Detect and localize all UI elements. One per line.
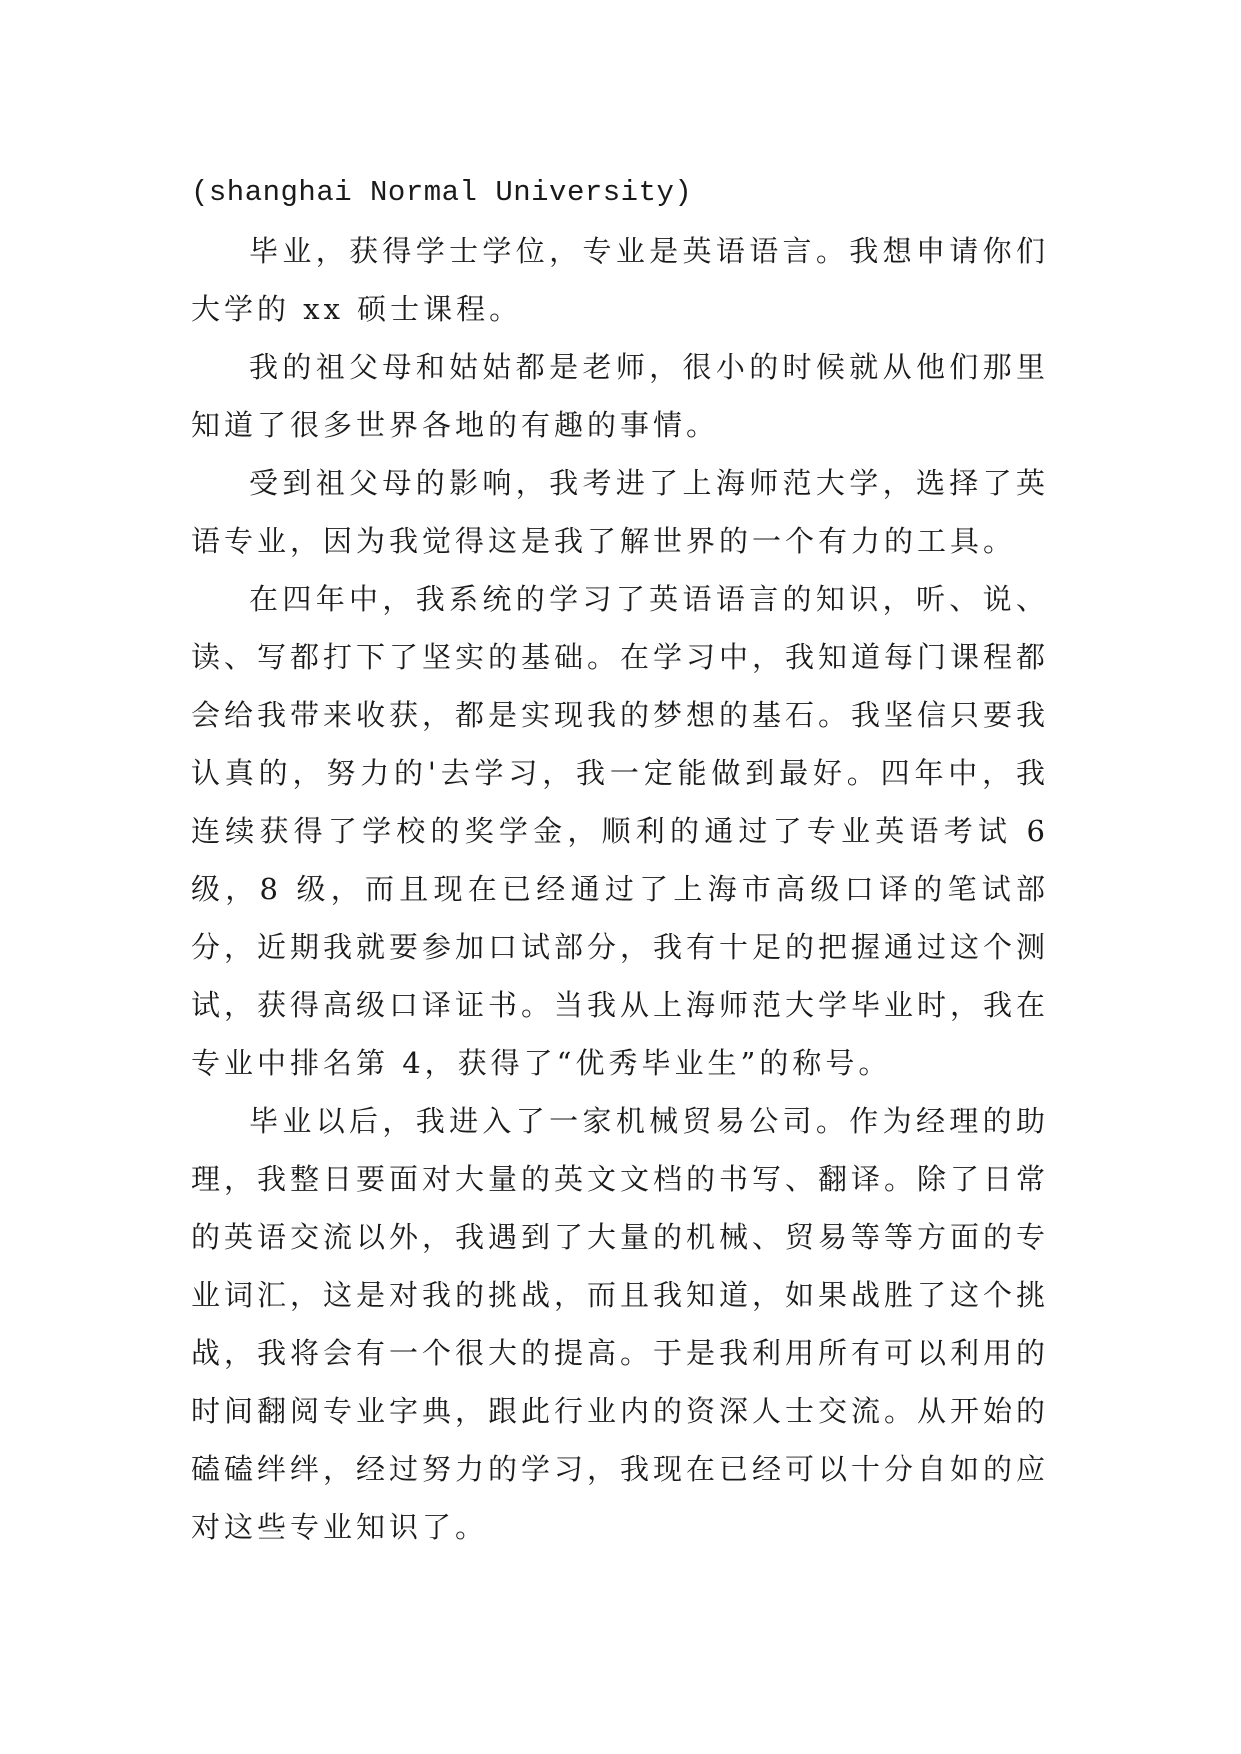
document-body (191, 164, 1049, 1556)
paragraph-study-achievements: 在四年中，我系统的学习了英语语言的知识，听、说、读、写都打下了坚实的基础。在学习中，我知道每门课程都会给我带来收获，都是实现我的梦想的基石。我坚信只要我认真的，努力的'去学习，我一定能做到最好。四年中，我连续获得了学校的奖学金，顺利的通过了专业英语考试 6 级，8 级，而且现在已经通过了上海市高级口译的笔试部分，近期我就要参加口试部分，我有十足的把握通过这个测试，获得高级口译证书。当我从上海师范大学毕业时，我在专业中排名第 4，获得了“优秀毕业生”的称号。 (191, 582, 1050, 1080)
paragraph-work-experience: 毕业以后，我进入了一家机械贸易公司。作为经理的助理，我整日要面对大量的英文文档的书写、翻译。除了日常的英语交流以外，我遇到了大量的机械、贸易等等方面的专业词汇，这是对我的挑战，而且我知道，如果战胜了这个挑战，我将会有一个很大的提高。于是我利用所有可以利用的时间翻阅专业字典，跟此行业内的资深人士交流。从开始的磕磕绊绊，经过努力的学习，我现在已经可以十分自如的应对这些专业知识了。 (191, 1104, 1050, 1544)
paragraph-family: 我的祖父母和姑姑都是老师，很小的时候就从他们那里知道了很多世界各地的有趣的事情。 (191, 350, 1049, 442)
paragraph-graduation: 毕业，获得学士学位，专业是英语语言。我想申请你们大学的 xx 硕士课程。 (191, 234, 1049, 326)
paragraph-major-choice: 受到祖父母的影响，我考进了上海师范大学，选择了英语专业，因为我觉得这是我了解世界的一个有力的工具。 (191, 466, 1049, 558)
university-name-line: (shanghai Normal University) (191, 176, 693, 209)
